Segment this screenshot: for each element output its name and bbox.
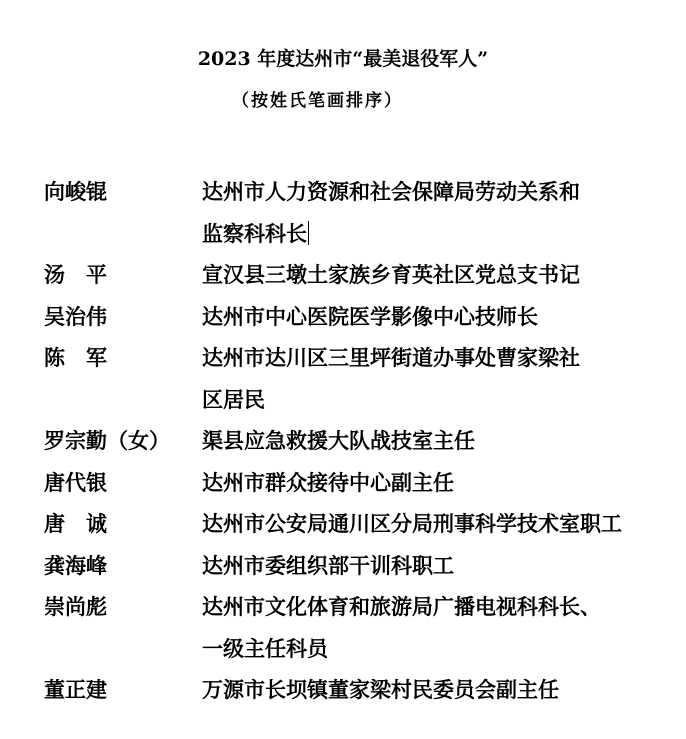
honoree-position <box>202 172 664 255</box>
honoree-position <box>202 463 664 505</box>
honoree-position <box>202 587 664 670</box>
position-line: 渠县应急救援大队战技室主任 <box>202 429 475 453</box>
list-item <box>44 587 664 670</box>
list-item <box>44 255 664 297</box>
position-line: 达州市公安局通川区分局刑事科学技术室职工 <box>202 512 622 536</box>
position-line: 监察科科长 <box>202 221 307 246</box>
position-line: 达州市人力资源和社会保障局劳动关系和 <box>202 180 580 204</box>
list-item <box>44 670 664 712</box>
honoree-name: 唐代银 <box>44 470 107 495</box>
honoree-position <box>202 338 664 421</box>
document-subtitle: （按姓氏笔画排序） <box>232 91 403 111</box>
honoree-name: 向峻锟 <box>44 180 107 204</box>
honoree-list <box>44 172 664 712</box>
position-line: 宣汉县三墩土家族乡育英社区党总支书记 <box>202 263 580 287</box>
list-item <box>44 463 664 505</box>
position-line: 达州市达川区三里坪街道办事处曹家梁社 <box>202 346 580 370</box>
list-item <box>44 504 664 546</box>
honoree-name: 董正建 <box>44 678 107 702</box>
honoree-name: 吴治伟 <box>44 304 107 329</box>
position-line-with-caret <box>202 214 664 256</box>
honoree-position <box>202 546 664 588</box>
honoree-name: 汤 平 <box>44 263 107 287</box>
position-line: 区居民 <box>202 387 265 412</box>
list-item <box>44 421 664 463</box>
position-line: 达州市群众接待中心副主任 <box>202 470 454 495</box>
honoree-name: 崇尚彪 <box>44 595 107 619</box>
document-title: 2023 年度达州市“最美退役军人” <box>197 48 489 70</box>
honoree-position <box>202 255 664 297</box>
list-item <box>44 338 664 421</box>
list-item <box>44 297 664 339</box>
honoree-name: 龚海峰 <box>44 553 107 578</box>
position-line: 一级主任科员 <box>202 636 328 661</box>
honoree-name: 唐 诚 <box>44 512 107 536</box>
position-line: 达州市委组织部干训科职工 <box>202 553 454 578</box>
honoree-position <box>202 421 664 463</box>
list-item <box>44 172 664 255</box>
list-item <box>44 546 664 588</box>
honoree-name: 罗宗勤（女） <box>44 429 170 453</box>
text-cursor <box>308 221 309 245</box>
position-line: 达州市中心医院医学影像中心技师长 <box>202 304 538 329</box>
honoree-name: 陈 军 <box>44 346 107 370</box>
position-line: 万源市长坝镇董家梁村民委员会副主任 <box>202 678 559 702</box>
honoree-position <box>202 504 664 546</box>
honoree-position <box>202 670 664 712</box>
position-line: 达州市文化体育和旅游局广播电视科科长、 <box>202 595 601 619</box>
honoree-position <box>202 297 664 339</box>
